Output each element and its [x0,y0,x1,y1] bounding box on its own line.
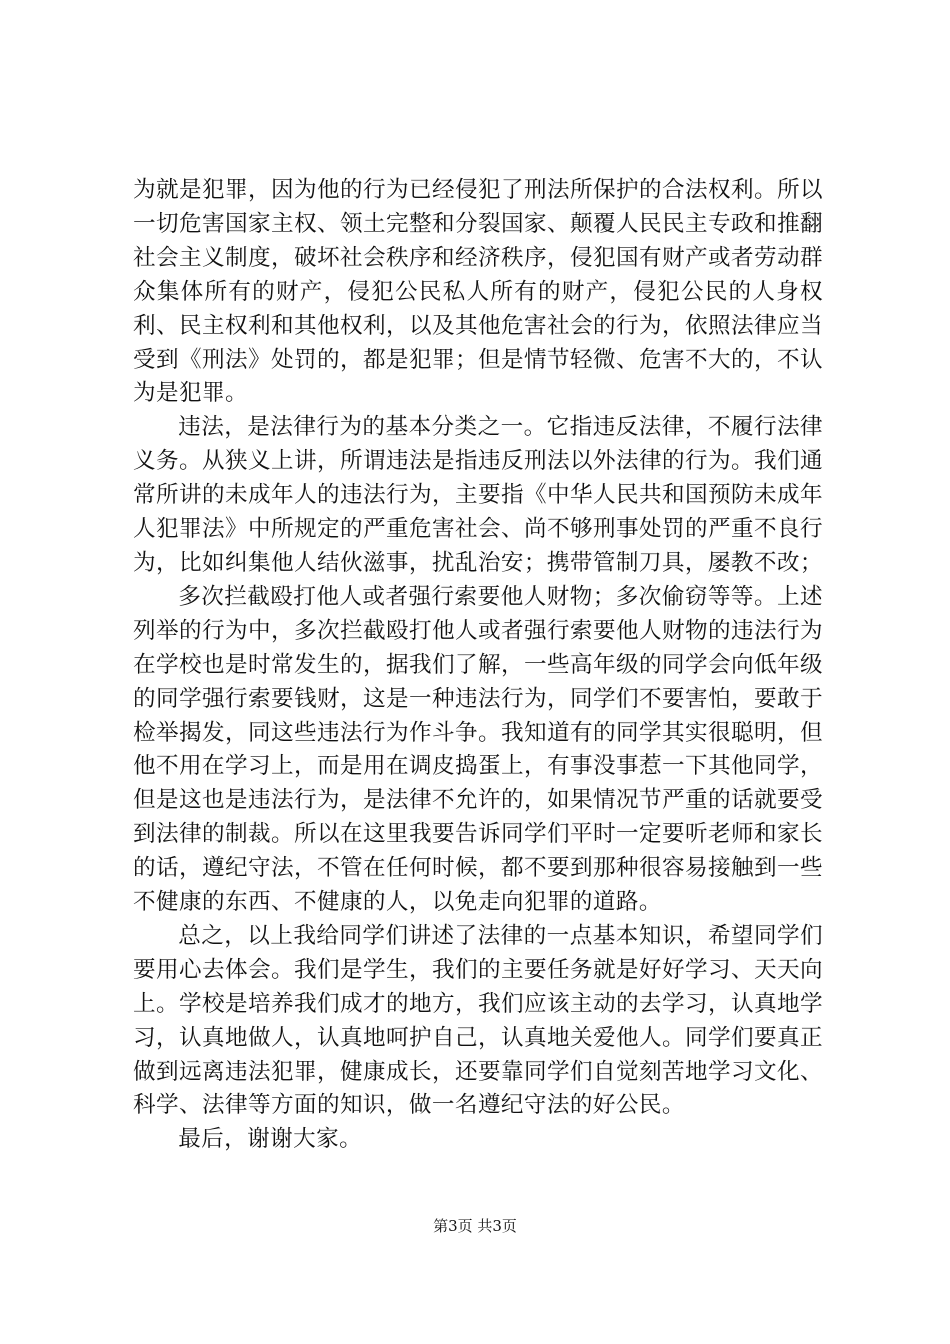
paragraph-1: 为就是犯罪，因为他的行为已经侵犯了刑法所保护的合法权利。所以一切危害国家主权、领土完整和分裂国家、颠覆人民民主专政和推翻社会主义制度，破坏社会秩序和经济秩序，侵犯国有财产或者劳动群众集体所有的财产，侵犯公民私人所有的财产，侵犯公民的人身权利、民主权利和其他权利，以及其他危害社会的行为，依照法律应当受到《刑法》处罚的，都是犯罪；但是情节轻微、危害不大的，不认为是犯罪。 [133,177,823,407]
page-number-footer: 第3页 共3页 [433,1217,517,1235]
paragraph-5: 最后，谢谢大家。 [178,1126,363,1153]
paragraph-2: 违法，是法律行为的基本分类之一。它指违反法律，不履行法律义务。从狭义上讲，所谓违法是指违反刑法以外法律的行为。我们通常所讲的未成年人的违法行为，主要指《中华人民共和国预防未成年人犯罪法》中所规定的严重危害社会、尚不够刑事处罚的严重不良行为，比如纠集他人结伙滋事，扰乱治安；携带管制刀具，屡教不改； [133,414,823,576]
paragraph-3: 多次拦截殴打他人或者强行索要他人财物；多次偷窃等等。上述列举的行为中，多次拦截殴打他人或者强行索要他人财物的违法行为在学校也是时常发生的，据我们了解，一些高年级的同学会向低年级的同学强行索要钱财，这是一种违法行为，同学们不要害怕，要敢于检举揭发，同这些违法行为作斗争。我知道有的同学其实很聪明，但他不用在学习上，而是用在调皮捣蛋上，有事没事惹一下其他同学，但是这也是违法行为，是法律不允许的，如果情况节严重的话就要受到法律的制裁。所以在这里我要告诉同学们平时一定要听老师和家长的话，遵纪守法，不管在任何时候，都不要到那种很容易接触到一些不健康的东西、不健康的人，以免走向犯罪的道路。 [133,583,823,916]
document-body [133,174,823,1157]
paragraph-4: 总之，以上我给同学们讲述了法律的一点基本知识，希望同学们要用心去体会。我们是学生，我们的主要任务就是好好学习、天天向上。学校是培养我们成才的地方，我们应该主动的去学习，认真地学习，认真地做人，认真地呵护自己，认真地关爱他人。同学们要真正做到远离违法犯罪，健康成长，还要靠同学们自觉刻苦地学习文化、科学、法律等方面的知识，做一名遵纪守法的好公民。 [133,922,823,1119]
